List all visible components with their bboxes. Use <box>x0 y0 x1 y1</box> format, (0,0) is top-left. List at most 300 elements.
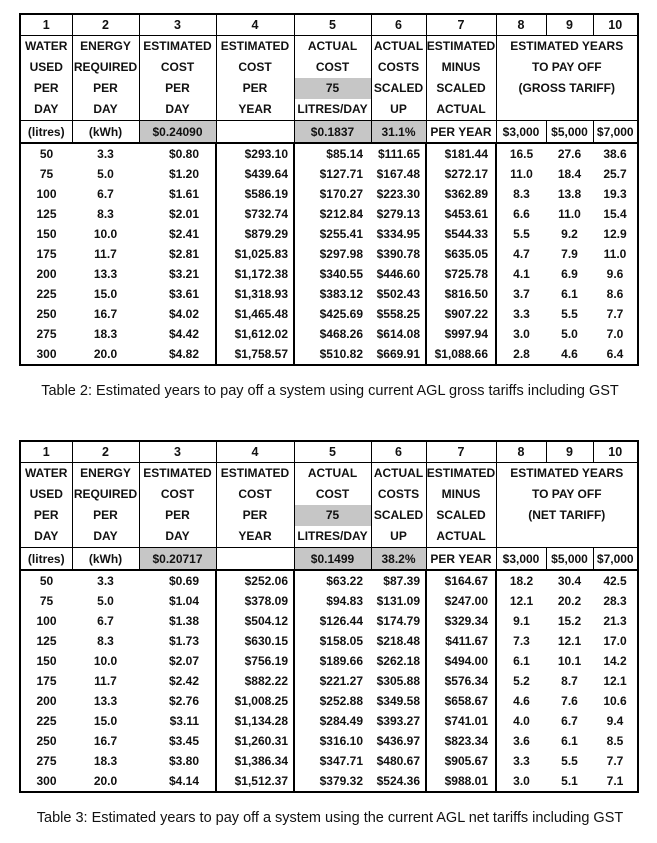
column-header <box>371 36 426 121</box>
data-cell: 28.3 <box>603 594 627 608</box>
header-value-cell: (kWh) <box>72 548 139 571</box>
data-cell: $378.09 <box>216 591 294 611</box>
data-cell: 50 <box>39 574 54 588</box>
data-cell: 75 <box>39 594 54 608</box>
data-cell: $334.95 <box>371 224 426 244</box>
table-row <box>20 751 638 771</box>
header-line: PER <box>165 81 190 95</box>
data-cell: $882.22 <box>216 671 294 691</box>
data-cell: 18.4 <box>557 167 582 181</box>
data-cell: 100 <box>36 187 57 201</box>
data-cell: $576.34 <box>426 671 496 691</box>
data-cell: $329.34 <box>426 611 496 631</box>
data-cell: 13.3 <box>93 267 118 281</box>
data-cell: 12.1 <box>603 674 627 688</box>
header-line: DAY <box>165 529 190 543</box>
data-cell: $252.06 <box>216 570 294 591</box>
payoff-header <box>496 463 638 548</box>
data-cell: $2.42 <box>139 671 216 691</box>
data-cell: 8.3 <box>97 207 114 221</box>
data-cell: 9.2 <box>561 227 578 241</box>
data-cell: 30.4 <box>557 574 582 588</box>
data-cell: $181.44 <box>426 143 496 164</box>
data-cell: 13.3 <box>93 694 118 708</box>
data-cell: 10.0 <box>93 654 118 668</box>
header-line: COSTS <box>377 60 420 74</box>
data-cell: 20.2 <box>557 594 582 608</box>
header-value-cell: $3,000 <box>496 121 546 144</box>
data-cell: 17.0 <box>603 634 627 648</box>
data-cell: 8.7 <box>561 674 578 688</box>
data-cell: $87.39 <box>371 570 426 591</box>
data-cell: 7.1 <box>606 774 624 788</box>
header-line: MINUS <box>441 487 481 501</box>
net-table-caption: Table 3: Estimated years to pay off a system using the current AGL net tariffs including GST <box>36 810 624 826</box>
data-cell: 6.1 <box>561 734 578 748</box>
gross-table-caption: Table 2: Estimated years to pay off a system using current AGL gross tariffs including GST <box>41 383 619 399</box>
column-number: 3 <box>139 441 216 463</box>
data-cell: $170.27 <box>319 187 363 201</box>
table-row <box>20 143 638 164</box>
header-line: PER <box>33 508 59 522</box>
data-cell: $126.44 <box>319 614 363 628</box>
data-cell: $741.01 <box>426 711 496 731</box>
data-cell: 13.8 <box>557 187 582 201</box>
data-cell: $1,025.83 <box>216 244 294 264</box>
data-cell: $158.05 <box>319 634 363 648</box>
data-cell: 7.9 <box>561 247 578 261</box>
header-line: COST <box>238 60 272 74</box>
data-cell: 7.6 <box>561 694 578 708</box>
column-header <box>72 463 139 548</box>
header-value-cell: $5,000 <box>546 548 593 571</box>
data-cell: $436.97 <box>371 731 426 751</box>
column-number: 1 <box>20 14 72 36</box>
header-value-cell: $0.20717 <box>139 548 216 571</box>
column-header <box>371 463 426 548</box>
header-line: ACTUAL <box>436 529 486 543</box>
header-line: ESTIMATED <box>426 39 496 53</box>
header-value-cell: $0.1499 <box>294 548 371 571</box>
data-cell: $879.29 <box>216 224 294 244</box>
data-cell: 6.9 <box>561 267 578 281</box>
data-cell: $1,134.28 <box>216 711 294 731</box>
header-line: DAY <box>165 102 190 116</box>
data-cell: $732.74 <box>216 204 294 224</box>
data-cell: $1,172.38 <box>216 264 294 284</box>
column-number: 2 <box>72 14 139 36</box>
data-cell: $816.50 <box>426 284 496 304</box>
table-row <box>20 711 638 731</box>
data-cell: $1,512.37 <box>216 771 294 792</box>
data-cell: 11.0 <box>603 247 627 261</box>
header-line: ESTIMATED <box>143 39 212 53</box>
data-cell: 300 <box>36 347 57 361</box>
data-cell: 16.7 <box>93 307 118 321</box>
header-line: DAY <box>34 102 59 116</box>
data-cell: $131.09 <box>371 591 426 611</box>
data-cell: 4.6 <box>513 694 530 708</box>
data-cell: 3.0 <box>513 774 530 788</box>
table-row <box>20 570 638 591</box>
column-header <box>294 463 371 548</box>
table-row <box>20 224 638 244</box>
header-line: ACTUAL <box>307 39 358 53</box>
data-cell: 19.3 <box>603 187 627 201</box>
header-line: 75 <box>295 505 371 526</box>
data-cell: 6.4 <box>606 347 624 361</box>
table-row <box>20 244 638 264</box>
column-number: 1 <box>20 441 72 463</box>
header-line: PER <box>33 81 59 95</box>
data-cell: 11.0 <box>558 207 581 221</box>
header-value-cell: (kWh) <box>72 121 139 144</box>
header-value-cell: $3,000 <box>496 548 546 571</box>
data-cell: $2.76 <box>139 691 216 711</box>
data-cell: $167.48 <box>371 164 426 184</box>
data-cell: $4.42 <box>139 324 216 344</box>
data-cell: 6.7 <box>97 614 114 628</box>
header-line: SCALED <box>373 81 424 95</box>
data-cell: 175 <box>36 247 57 261</box>
data-cell: 225 <box>36 287 57 301</box>
data-cell: 18.2 <box>509 574 534 588</box>
header-line: YEAR <box>238 529 272 543</box>
data-cell: 5.5 <box>561 754 578 768</box>
data-cell: $1,758.57 <box>216 344 294 365</box>
data-cell: 15.2 <box>557 614 582 628</box>
header-line: MINUS <box>441 60 481 74</box>
header-line: COST <box>315 487 350 501</box>
data-cell: 3.3 <box>513 754 530 768</box>
data-cell: 3.7 <box>513 287 530 301</box>
header-line: ESTIMATED <box>143 466 212 480</box>
data-cell: $252.88 <box>319 694 363 708</box>
net-tariff-table <box>19 440 639 793</box>
header-line: UP <box>390 529 407 543</box>
data-cell: 100 <box>36 614 57 628</box>
header-line: SCALED <box>436 508 486 522</box>
header-value-cell: (litres) <box>20 121 72 144</box>
data-cell: 6.7 <box>97 187 114 201</box>
data-cell: $1.61 <box>139 184 216 204</box>
data-cell: $85.14 <box>326 147 363 161</box>
table-row <box>20 164 638 184</box>
data-cell: 3.6 <box>513 734 530 748</box>
data-cell: $218.48 <box>371 631 426 651</box>
header-line: PER <box>165 508 190 522</box>
header-value-cell: $5,000 <box>546 121 593 144</box>
data-cell: $4.14 <box>139 771 216 792</box>
data-cell: 10.0 <box>93 227 118 241</box>
data-cell: $383.12 <box>319 287 363 301</box>
data-cell: 200 <box>36 267 57 281</box>
header-line: DAY <box>34 529 59 543</box>
data-cell: $635.05 <box>426 244 496 264</box>
column-header <box>294 36 371 121</box>
column-number: 10 <box>593 441 638 463</box>
data-cell: 15.0 <box>93 287 118 301</box>
table-row <box>20 264 638 284</box>
column-number: 3 <box>139 14 216 36</box>
header-value-cell: $0.1837 <box>294 121 371 144</box>
data-cell: 275 <box>36 327 57 341</box>
data-cell: 50 <box>39 147 54 161</box>
column-header <box>72 36 139 121</box>
data-cell: 4.7 <box>513 247 530 261</box>
data-cell: 5.0 <box>97 167 114 181</box>
data-cell: 7.3 <box>513 634 530 648</box>
data-cell: $3.11 <box>139 711 216 731</box>
data-cell: $284.49 <box>319 714 363 728</box>
data-cell: 7.0 <box>606 327 624 341</box>
header-value-cell: $7,000 <box>593 121 638 144</box>
data-cell: 25.7 <box>603 167 627 181</box>
data-cell: $362.89 <box>426 184 496 204</box>
data-cell: 11.7 <box>94 247 117 261</box>
table-row <box>20 731 638 751</box>
data-cell: $558.25 <box>371 304 426 324</box>
data-cell: 11.7 <box>94 674 117 688</box>
table-row <box>20 324 638 344</box>
column-header <box>20 36 72 121</box>
data-cell: 175 <box>36 674 57 688</box>
header-line: PER <box>93 508 118 522</box>
column-header <box>216 36 294 121</box>
header-value-cell: $0.24090 <box>139 121 216 144</box>
table-row <box>20 771 638 792</box>
data-cell: 4.0 <box>513 714 530 728</box>
header-line: USED <box>29 487 63 501</box>
column-header-row <box>20 463 638 548</box>
data-cell: $0.69 <box>139 570 216 591</box>
data-cell: 125 <box>36 207 57 221</box>
data-cell: $255.41 <box>319 227 363 241</box>
column-number: 6 <box>371 14 426 36</box>
header-line: ENERGY <box>80 466 131 480</box>
header-value-cell: $7,000 <box>593 548 638 571</box>
data-cell: 38.6 <box>603 147 627 161</box>
data-cell: 12.1 <box>509 594 534 608</box>
data-cell: $3.45 <box>139 731 216 751</box>
payoff-header <box>496 36 638 121</box>
data-cell: 20.0 <box>93 774 118 788</box>
data-cell: $279.13 <box>371 204 426 224</box>
header-line: PER <box>93 81 118 95</box>
header-line: WATER <box>25 39 68 53</box>
data-cell: $247.00 <box>426 591 496 611</box>
header-line: TO PAY OFF <box>531 487 602 501</box>
header-line: ESTIMATED YEARS <box>510 466 624 480</box>
column-number: 7 <box>426 14 496 36</box>
column-number: 9 <box>546 14 593 36</box>
data-cell: 20.0 <box>93 347 118 361</box>
data-cell: $2.41 <box>139 224 216 244</box>
table-row <box>20 284 638 304</box>
data-cell: 8.3 <box>513 187 530 201</box>
column-number: 4 <box>216 441 294 463</box>
data-cell: $174.79 <box>371 611 426 631</box>
data-cell: 225 <box>36 714 57 728</box>
data-cell: $349.58 <box>371 691 426 711</box>
data-cell: 75 <box>39 167 54 181</box>
data-cell: 27.6 <box>557 147 582 161</box>
header-line: ENERGY <box>80 39 131 53</box>
data-cell: 14.2 <box>603 654 627 668</box>
header-line: WATER <box>25 466 68 480</box>
data-cell: $3.61 <box>139 284 216 304</box>
data-cell: 7.7 <box>606 754 624 768</box>
table-row <box>20 691 638 711</box>
column-number: 4 <box>216 14 294 36</box>
header-line: COST <box>160 60 195 74</box>
data-cell: 9.6 <box>606 267 624 281</box>
header-line: ACTUAL <box>436 102 486 116</box>
data-cell: $502.43 <box>371 284 426 304</box>
column-number: 7 <box>426 441 496 463</box>
data-cell: 9.1 <box>513 614 530 628</box>
header-line: LITRES/DAY <box>297 102 368 116</box>
data-cell: 7.7 <box>606 307 624 321</box>
data-cell: $425.69 <box>319 307 363 321</box>
header-line: DAY <box>93 529 118 543</box>
data-cell: $305.88 <box>371 671 426 691</box>
data-cell: $390.78 <box>371 244 426 264</box>
header-line: 75 <box>295 78 371 99</box>
header-line: USED <box>29 60 63 74</box>
data-cell: 5.5 <box>561 307 578 321</box>
header-line: UP <box>390 102 407 116</box>
header-value-row <box>20 548 638 571</box>
data-cell: $1,386.34 <box>216 751 294 771</box>
data-cell: 21.3 <box>603 614 627 628</box>
data-cell: $480.67 <box>371 751 426 771</box>
table-row <box>20 204 638 224</box>
data-cell: 16.7 <box>93 734 118 748</box>
header-line: LITRES/DAY <box>297 529 368 543</box>
data-cell: $658.67 <box>426 691 496 711</box>
data-cell: $347.71 <box>319 754 363 768</box>
table-row <box>20 184 638 204</box>
data-cell: $111.65 <box>371 143 426 164</box>
header-line: COST <box>160 487 195 501</box>
header-value-cell: 38.2% <box>371 548 426 571</box>
column-header <box>426 463 496 548</box>
header-line: (NET TARIFF) <box>528 508 606 522</box>
data-cell: 5.2 <box>513 674 530 688</box>
column-header <box>20 463 72 548</box>
data-cell: $4.82 <box>139 344 216 365</box>
data-cell: 18.3 <box>93 754 118 768</box>
column-number: 8 <box>496 441 546 463</box>
data-cell: $725.78 <box>426 264 496 284</box>
header-value-cell: PER YEAR <box>426 121 496 144</box>
data-cell: 3.3 <box>97 574 114 588</box>
data-cell: 8.6 <box>606 287 624 301</box>
data-cell: 5.0 <box>561 327 578 341</box>
data-cell: $94.83 <box>326 594 363 608</box>
column-number: 5 <box>294 441 371 463</box>
data-cell: $494.00 <box>426 651 496 671</box>
data-cell: $756.19 <box>216 651 294 671</box>
data-cell: 3.3 <box>97 147 114 161</box>
data-cell: $189.66 <box>319 654 363 668</box>
data-cell: 6.1 <box>513 654 530 668</box>
header-value-cell: (litres) <box>20 548 72 571</box>
data-cell: 150 <box>36 654 57 668</box>
data-cell: 200 <box>36 694 57 708</box>
header-line: (GROSS TARIFF) <box>518 81 615 95</box>
data-cell: $1.20 <box>139 164 216 184</box>
data-cell: $997.94 <box>426 324 496 344</box>
header-line: PER <box>242 508 268 522</box>
data-cell: $504.12 <box>216 611 294 631</box>
data-cell: $524.36 <box>371 771 426 792</box>
data-cell: 15.0 <box>93 714 118 728</box>
data-cell: 2.8 <box>513 347 530 361</box>
data-cell: 10.6 <box>603 694 627 708</box>
data-cell: 150 <box>36 227 57 241</box>
header-line: ESTIMATED <box>220 39 290 53</box>
data-cell: $63.22 <box>326 574 363 588</box>
data-cell: $272.17 <box>426 164 496 184</box>
header-line: COST <box>238 487 272 501</box>
data-cell: $1.73 <box>139 631 216 651</box>
header-line: ACTUAL <box>307 466 358 480</box>
data-cell: 16.5 <box>509 147 534 161</box>
data-cell: $1,008.25 <box>216 691 294 711</box>
table-row <box>20 611 638 631</box>
header-line: REQUIRED <box>73 60 138 74</box>
header-line: PER <box>242 81 268 95</box>
header-line: ACTUAL <box>373 39 424 53</box>
column-number: 10 <box>593 14 638 36</box>
data-cell: $262.18 <box>371 651 426 671</box>
data-cell: $439.64 <box>216 164 294 184</box>
table-row <box>20 631 638 651</box>
data-cell: $1.38 <box>139 611 216 631</box>
data-cell: 4.6 <box>561 347 578 361</box>
data-cell: 5.0 <box>97 594 114 608</box>
data-cell: $669.91 <box>371 344 426 365</box>
data-cell: $3.80 <box>139 751 216 771</box>
data-cell: $510.82 <box>319 347 363 361</box>
data-cell: $212.84 <box>319 207 363 221</box>
data-cell: 275 <box>36 754 57 768</box>
header-line: ESTIMATED <box>426 466 496 480</box>
data-cell: $1.04 <box>139 591 216 611</box>
data-cell: $223.30 <box>371 184 426 204</box>
header-value-cell <box>216 548 294 571</box>
header-value-row <box>20 121 638 144</box>
data-cell: 42.5 <box>603 574 627 588</box>
data-cell: $614.08 <box>371 324 426 344</box>
data-cell: $293.10 <box>216 143 294 164</box>
header-value-cell <box>216 121 294 144</box>
data-cell: 3.3 <box>513 307 530 321</box>
data-cell: $1,318.93 <box>216 284 294 304</box>
data-cell: 250 <box>36 734 57 748</box>
header-line: ESTIMATED <box>220 466 290 480</box>
data-cell: 8.3 <box>97 634 114 648</box>
data-cell: $379.32 <box>319 774 363 788</box>
data-cell: $2.07 <box>139 651 216 671</box>
data-cell: $316.10 <box>319 734 363 748</box>
data-cell: 6.7 <box>561 714 578 728</box>
data-cell: 6.6 <box>513 207 530 221</box>
data-cell: $3.21 <box>139 264 216 284</box>
header-line: ACTUAL <box>373 466 424 480</box>
